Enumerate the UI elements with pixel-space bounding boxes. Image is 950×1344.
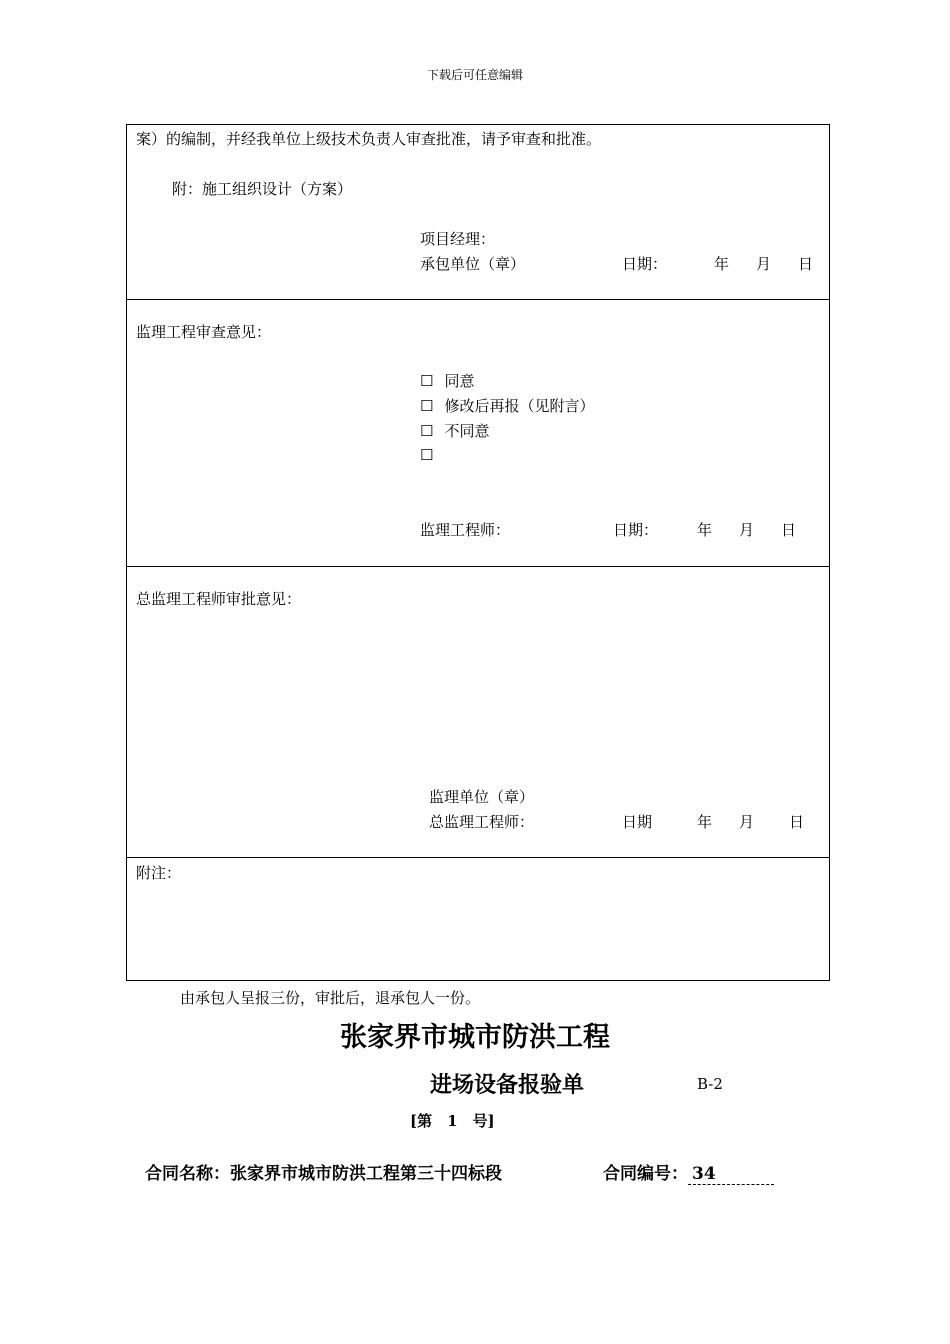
supervising-engineer-label: 监理工程师： xyxy=(420,521,511,539)
option-disagree[interactable] xyxy=(420,420,490,441)
contract-name-label: 合同名称： xyxy=(145,1164,230,1184)
checkbox-icon[interactable]: ☐ xyxy=(420,397,434,415)
option-label: 不同意 xyxy=(444,422,490,440)
header-note: 下载后可任意编辑 xyxy=(426,68,523,82)
chief-approval-title: 总监理工程师审批意见： xyxy=(136,590,302,608)
contract-name-row xyxy=(145,1159,502,1184)
day-label: 日 xyxy=(789,813,805,831)
project-title: 张家界市城市防洪工程 xyxy=(340,1022,610,1053)
option-revise[interactable] xyxy=(420,395,595,416)
option-label: 同意 xyxy=(444,372,475,390)
year-label: 年 xyxy=(697,521,713,539)
year-label: 年 xyxy=(697,813,713,831)
row-divider-1 xyxy=(126,299,830,300)
row-divider-3 xyxy=(126,857,830,858)
option-label: 修改后再报（见附言） xyxy=(444,397,595,415)
supervision-unit-label: 监理单位（章） xyxy=(429,788,535,806)
contract-name-value: 张家界市城市防洪工程第三十四标段 xyxy=(230,1164,502,1184)
contract-number-label: 合同编号： xyxy=(603,1164,688,1184)
remarks-title: 附注： xyxy=(136,864,182,882)
date-label: 日期 xyxy=(622,813,653,831)
form-code: B-2 xyxy=(697,1075,723,1093)
date-label: 日期： xyxy=(613,521,659,539)
day-label: 日 xyxy=(798,255,814,273)
checkbox-icon[interactable]: ☐ xyxy=(420,422,434,440)
option-other[interactable] xyxy=(420,445,439,464)
checkbox-icon[interactable]: ☐ xyxy=(420,372,434,390)
year-label: 年 xyxy=(714,255,730,273)
form-title: 进场设备报验单 xyxy=(430,1073,585,1098)
option-agree[interactable] xyxy=(420,370,475,391)
day-label: 日 xyxy=(781,521,797,539)
chief-engineer-label: 总监理工程师： xyxy=(429,813,535,831)
contract-number-row xyxy=(603,1159,774,1185)
month-label: 月 xyxy=(756,255,772,273)
footnote: 由承包人呈报三份，审批后，退承包人一份。 xyxy=(180,989,481,1007)
attachment-line: 附：施工组织设计（方案） xyxy=(172,180,353,198)
date-label: 日期： xyxy=(622,255,668,273)
month-label: 月 xyxy=(739,521,755,539)
contract-number-value: 34 xyxy=(688,1164,774,1185)
checkbox-icon[interactable]: ☐ xyxy=(420,446,434,464)
row-divider-2 xyxy=(126,566,830,567)
contractor-label: 承包单位（章） xyxy=(420,255,526,273)
project-manager-label: 项目经理： xyxy=(420,230,496,248)
supervision-review-title: 监理工程审查意见： xyxy=(136,323,272,341)
month-label: 月 xyxy=(739,813,755,831)
form-number: [第 1 号] xyxy=(410,1112,495,1130)
application-text: 案）的编制，并经我单位上级技术负责人审查批准，请予审查和批准。 xyxy=(136,130,602,148)
